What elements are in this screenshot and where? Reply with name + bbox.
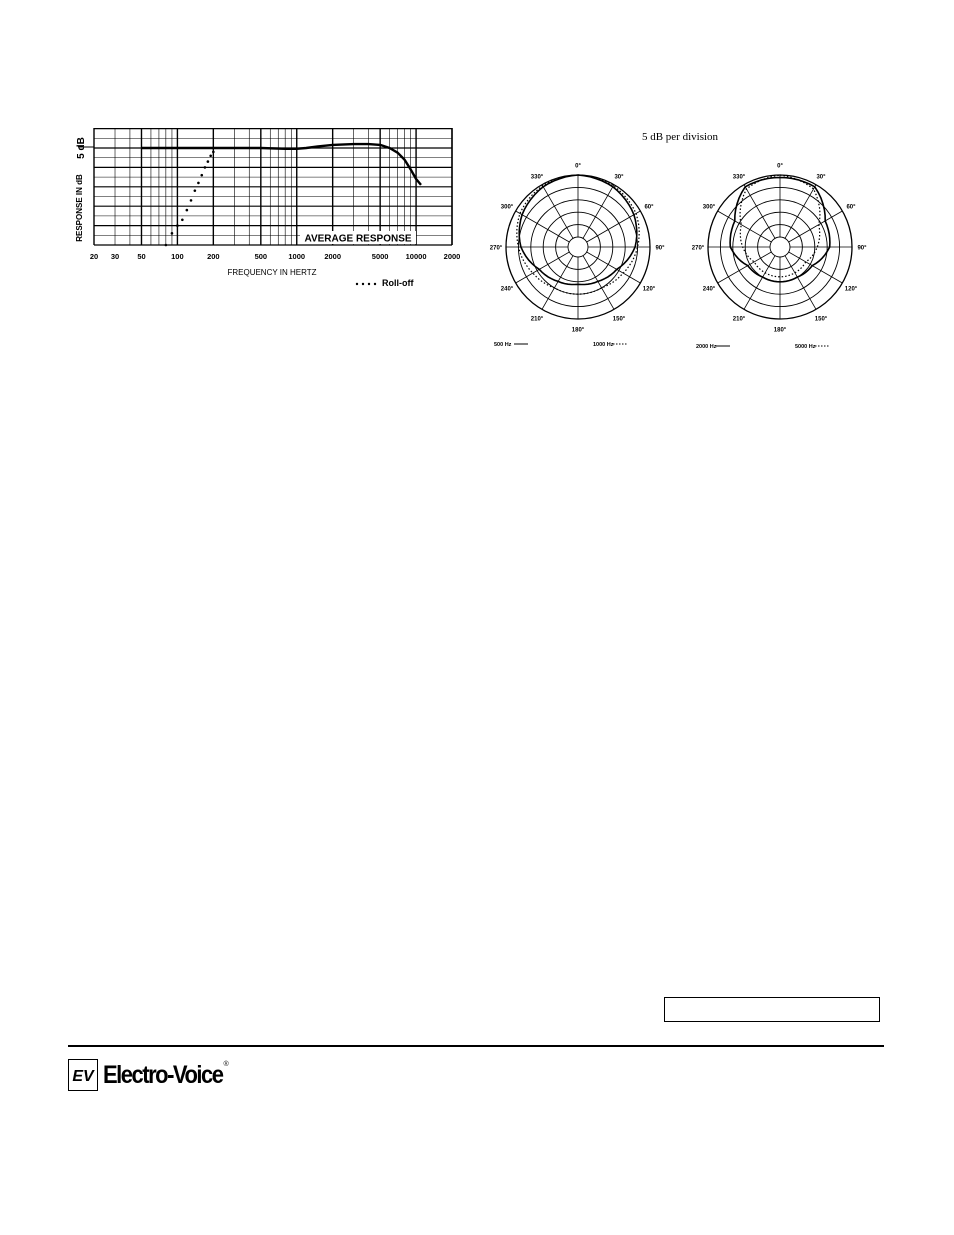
angle-label: 180° xyxy=(773,327,787,334)
angle-label: 90° xyxy=(857,245,867,252)
ev-monogram-icon xyxy=(70,1062,96,1088)
roll-off-point xyxy=(209,154,212,157)
x-tick-label: 100 xyxy=(171,252,184,261)
legend-dot xyxy=(356,283,358,285)
angle-label: 0° xyxy=(777,163,783,170)
angle-label: 150° xyxy=(612,316,626,323)
brand-name: Electro-Voice xyxy=(103,1060,223,1089)
angle-label: 60° xyxy=(644,204,654,211)
angle-labels xyxy=(692,164,867,334)
angle-label: 240° xyxy=(702,286,716,293)
angle-label: 150° xyxy=(814,316,828,323)
x-tick-label: 2000 xyxy=(443,252,460,261)
angle-label: 0° xyxy=(575,163,581,170)
legend-dot xyxy=(362,283,364,285)
polar-legend xyxy=(696,344,829,350)
angle-label: 240° xyxy=(500,286,514,293)
polar-ring xyxy=(568,237,588,257)
polar-ring xyxy=(770,237,790,257)
angle-label: 120° xyxy=(642,286,656,293)
angle-label: 60° xyxy=(846,204,856,211)
x-axis-label: FREQUENCY IN HERTZ xyxy=(227,268,317,277)
x-tick-label: 200 xyxy=(207,252,220,261)
x-tick-label: 20 xyxy=(89,252,99,261)
roll-off-point xyxy=(204,166,207,169)
x-tick-labels xyxy=(90,252,460,261)
polar-legend-label: 2000 Hz xyxy=(696,344,717,350)
angle-label: 330° xyxy=(732,174,746,181)
x-tick-label: 5000 xyxy=(371,252,389,261)
polar-legend xyxy=(494,342,627,348)
angle-label: 210° xyxy=(732,316,746,323)
legend-dot xyxy=(374,283,376,285)
legend-dot xyxy=(368,283,370,285)
angle-label: 300° xyxy=(500,204,514,211)
ev-monogram-text: EV xyxy=(72,1068,94,1085)
angle-labels xyxy=(490,164,665,334)
chart-grid xyxy=(78,128,452,245)
legend xyxy=(356,278,415,288)
roll-off-point xyxy=(190,199,193,202)
x-tick-label: 10000 xyxy=(405,252,427,261)
registered-mark: ® xyxy=(223,1061,229,1068)
angle-label: 90° xyxy=(655,245,665,252)
x-tick-label: 50 xyxy=(137,252,146,261)
x-tick-label: 2000 xyxy=(324,252,342,261)
legend-label: Roll-off xyxy=(382,278,414,288)
roll-off-point xyxy=(194,189,197,192)
empty-label-box xyxy=(664,997,880,1022)
angle-label: 180° xyxy=(571,327,585,334)
angle-label: 330° xyxy=(530,174,544,181)
angle-label: 270° xyxy=(489,245,503,252)
roll-off-point xyxy=(181,218,184,221)
x-tick-label: 30 xyxy=(110,252,120,261)
y-scale-label: 5 dB xyxy=(76,137,87,159)
roll-off-point xyxy=(186,209,189,212)
polar-chart-title: 5 dB per division xyxy=(641,131,719,143)
roll-off-point xyxy=(212,151,215,154)
roll-off-point xyxy=(207,160,210,163)
angle-label: 30° xyxy=(816,174,826,181)
angle-label: 30° xyxy=(614,174,624,181)
ev-monogram xyxy=(68,1059,98,1091)
angle-label: 210° xyxy=(530,316,544,323)
polar-pattern-chart-2 xyxy=(690,150,880,350)
x-tick-label: 1000 xyxy=(288,252,306,261)
roll-off-point xyxy=(165,244,168,247)
polar-pattern-chart-1 xyxy=(488,150,668,350)
y-axis-label: RESPONSE IN dB xyxy=(75,174,84,242)
polar-legend-label: 5000 Hz xyxy=(795,344,816,350)
angle-label: 120° xyxy=(844,286,858,293)
roll-off-point xyxy=(197,182,200,185)
footer-divider xyxy=(68,1045,884,1047)
response-curve xyxy=(142,144,422,185)
chart-series xyxy=(142,144,422,246)
average-response-annotation: AVERAGE RESPONSE xyxy=(304,233,412,245)
frequency-response-chart xyxy=(60,118,460,293)
roll-off-point xyxy=(200,174,203,177)
roll-off-point xyxy=(176,224,179,227)
angle-label: 270° xyxy=(691,245,705,252)
polar-legend-label: 500 Hz xyxy=(494,342,512,348)
polar-legend-label: 1000 Hz xyxy=(593,342,614,348)
polar-grid xyxy=(506,175,650,319)
angle-label: 300° xyxy=(702,204,716,211)
x-tick-label: 500 xyxy=(254,252,268,261)
roll-off-point xyxy=(171,232,174,235)
brand-logo xyxy=(68,1058,229,1092)
